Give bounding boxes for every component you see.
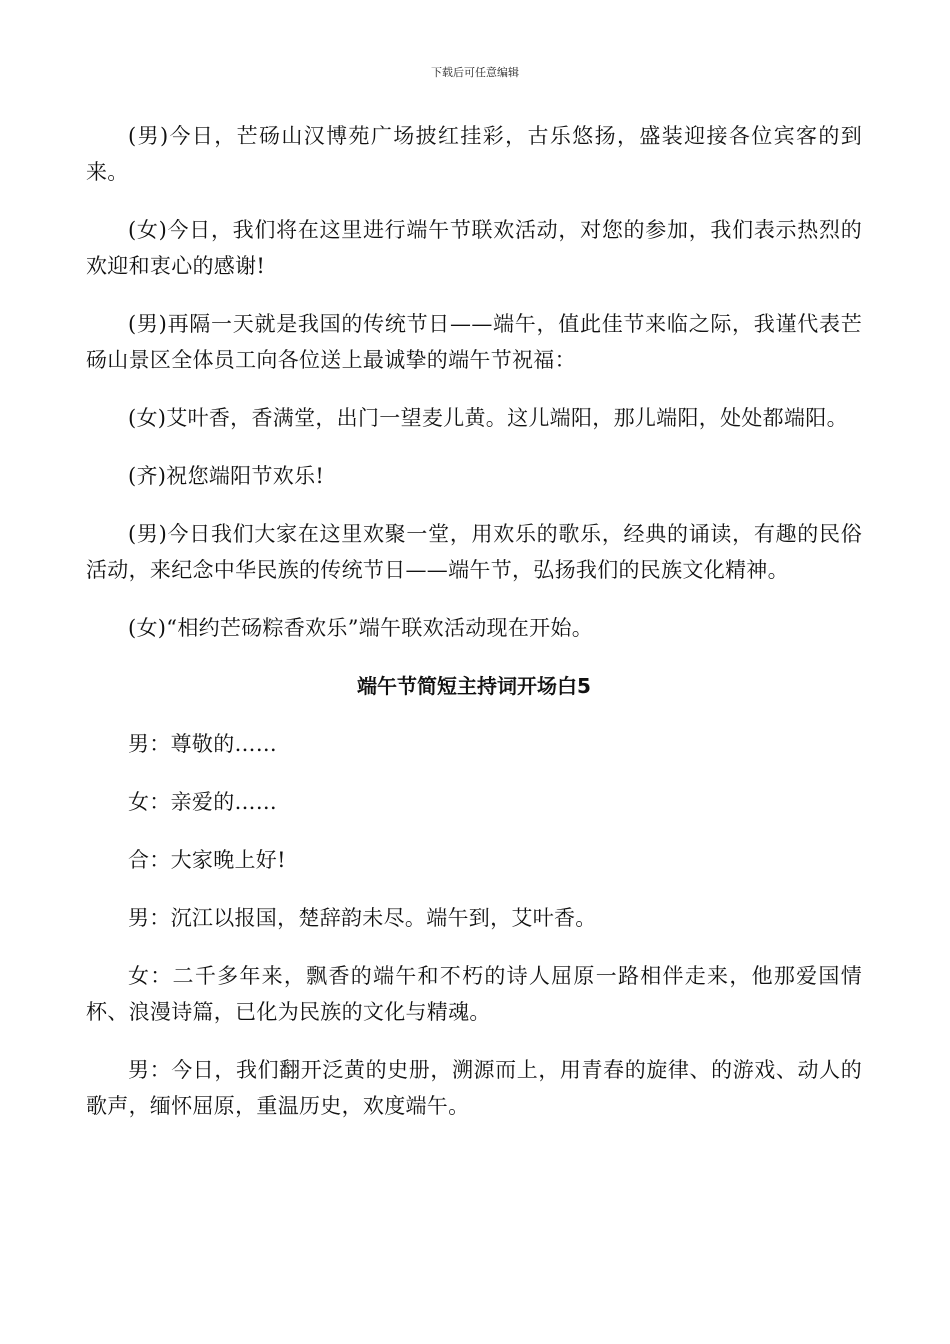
paragraph: (男)今日我们大家在这里欢聚一堂，用欢乐的歌乐，经典的诵读，有趣的民俗活动，来纪念中华民族的传统节日——端午节，弘扬我们的民族文化精神。 — [86, 522, 862, 582]
paragraph: 女：亲爱的…… — [128, 790, 278, 814]
paragraph: (女)今日，我们将在这里进行端午节联欢活动，对您的参加，我们表示热烈的欢迎和衷心的感谢! — [86, 218, 862, 278]
paragraph: (男)今日，芒砀山汉博苑广场披红挂彩，古乐悠扬，盛装迎接各位宾客的到来。 — [86, 124, 862, 184]
paragraph: (女)“相约芒砀粽香欢乐”端午联欢活动现在开始。 — [128, 616, 594, 640]
page-header-note: 下载后可任意编辑 — [431, 66, 519, 79]
paragraph: (齐)祝您端阳节欢乐! — [128, 464, 325, 488]
document-body — [86, 118, 862, 1146]
paragraph: 男：沉江以报国，楚辞韵未尽。端午到，艾叶香。 — [128, 906, 597, 930]
paragraph: 男：尊敬的…… — [128, 732, 278, 756]
paragraph: 合：大家晚上好! — [128, 848, 286, 872]
paragraph: (女)艾叶香，香满堂，出门一望麦儿黄。这儿端阳，那儿端阳，处处都端阳。 — [128, 406, 848, 430]
paragraph: 男：今日，我们翻开泛黄的史册，溯源而上，用青春的旋律、的游戏、动人的歌声，缅怀屈原，重温历史，欢度端午。 — [86, 1058, 862, 1118]
paragraph: (男)再隔一天就是我国的传统节日——端午，值此佳节来临之际，我谨代表芒砀山景区全体员工向各位送上最诚挚的端午节祝福： — [86, 312, 862, 372]
section-title: 端午节简短主持词开场白5 — [357, 674, 591, 698]
paragraph: 女：二千多年来，飘香的端午和不朽的诗人屈原一路相伴走来，他那爱国情杯、浪漫诗篇，已化为民族的文化与精魂。 — [86, 964, 862, 1024]
